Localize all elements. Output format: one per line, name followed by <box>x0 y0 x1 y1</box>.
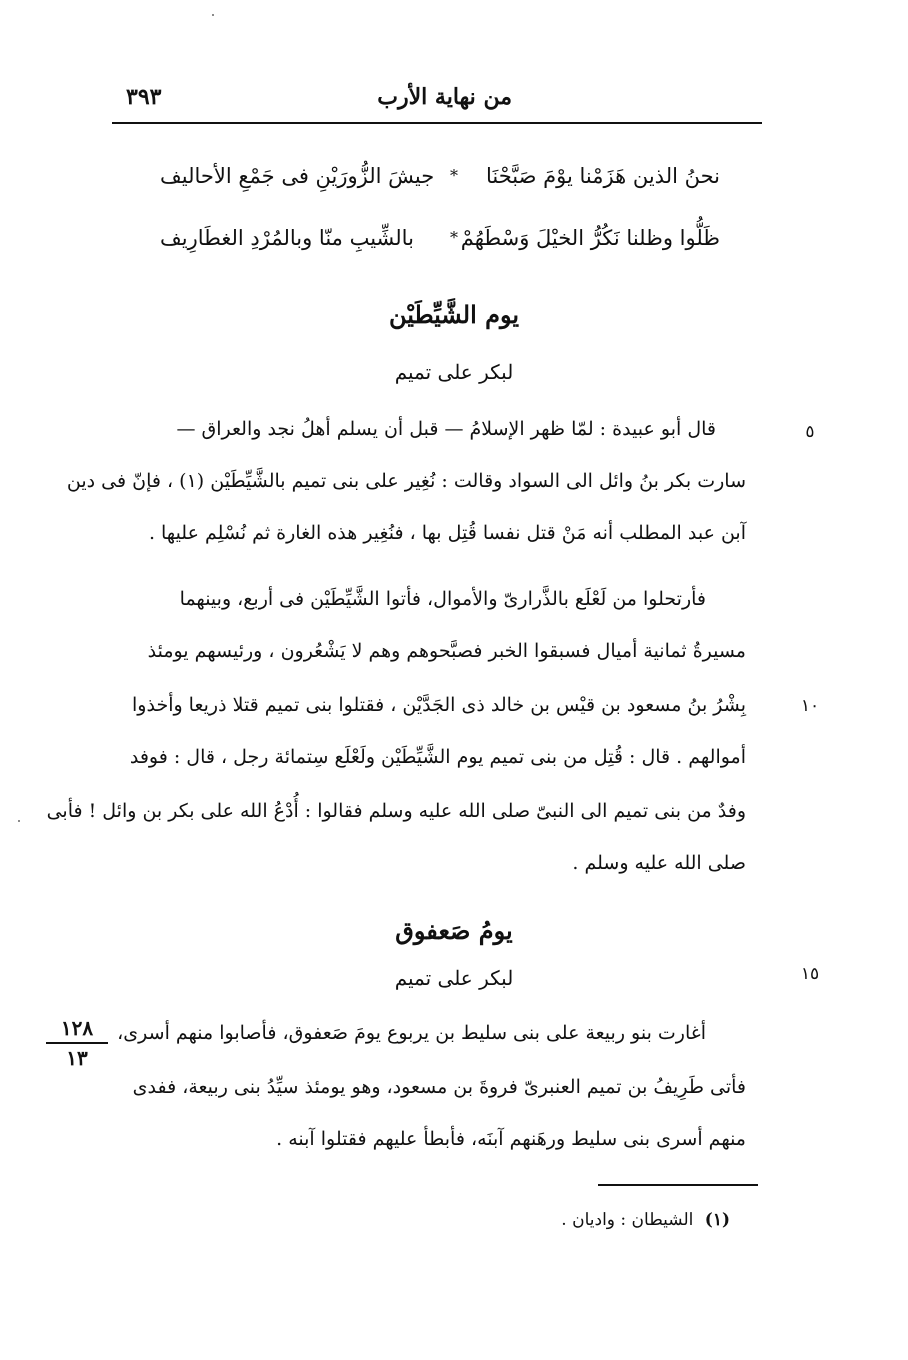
text-line: فأرتحلوا من لَعْلَع بالذَّرارىّ والأموال، فأتوا الشَّيِّطَيْن فى أربع، وبينهما <box>179 588 706 610</box>
text-line: أموالهم . قال : قُتِل من بنى تميم يوم الشَّيِّطَيْن ولَعْلَع سِتمائة رجل ، قال : فوفد <box>129 746 746 768</box>
line-number: ٥ <box>805 422 815 442</box>
verse-right-hemistich: نحنُ الذين هَزَمْنا يوْمَ صَبَّحْنَا <box>486 164 720 188</box>
text-line: أغارت بنو ربيعة على بنى سليط بن يربوع يومَ صَعفوق، فأصابوا منهم أسرى، <box>117 1022 706 1044</box>
verse-separator: * <box>450 166 458 185</box>
footnote <box>430 1210 730 1230</box>
page-number: ٣٩٣ <box>126 84 162 110</box>
verse-left-hemistich: جيشَ الزُّورَيْنِ فى جَمْعِ الأحاليف <box>160 164 435 188</box>
text-line: صلى الله عليه وسلم . <box>572 852 746 874</box>
text-line: منهم أسرى بنى سليط ورهَنهم آبنَه، فأبطأ عليهم فقتلوا آبنه . <box>276 1128 746 1150</box>
margin-reference <box>46 1016 108 1070</box>
verse-left-hemistich: بالشِّيبِ منّا وبالمُرْدِ الغطَارِيف <box>160 226 414 250</box>
text-line: مسيرةُ ثمانية أميال فسبقوا الخبر فصبَّحوهم وهم لا يَشْعُرون ، ورئيسهم يومئذ <box>147 640 746 662</box>
section-title: يومُ صَعفوق <box>395 916 513 945</box>
paper-speck <box>212 14 214 16</box>
margin-reference-bar <box>46 1042 108 1044</box>
text-line: آبن عبد المطلب أنه مَنْ قتل نفسا قُتِل بها ، فنُغِير هذه الغارة ثم نُسْلِم عليها . <box>148 522 746 544</box>
line-number: ١٥ <box>800 964 820 984</box>
verse-separator: * <box>450 228 458 247</box>
paper-speck <box>18 820 20 822</box>
line-number: ١٠ <box>800 696 820 716</box>
footnote-text: الشيطان : واديان . <box>561 1210 694 1230</box>
verse-line <box>150 160 730 200</box>
section-subtitle: لبكر على تميم <box>394 966 514 990</box>
text-line: فأتى طَرِيفُ بن تميم العنبرىّ فروةَ بن مسعود، وهو يومئذ سيِّدُ بنى ربيعة، ففدى <box>132 1076 746 1098</box>
text-line: وفدٌ من بنى تميم الى النبىّ صلى الله عليه وسلم فقالوا : أُدْعُ الله على بكر بن وائل ! فأبى <box>46 800 746 822</box>
text-line: بِشْرُ بنُ مسعود بن قيْس بن خالد ذى الجَدَّيْن ، فقتلوا بنى تميم قتلا ذريعا وأخذوا <box>132 694 746 716</box>
section-subtitle: لبكر على تميم <box>394 360 514 384</box>
text-line: سارت بكر بنُ وائل الى السواد وقالت : نُغِير على بنى تميم بالشَّيِّطَيْن (١) ، فإنّ فى دين <box>66 470 746 492</box>
page-header <box>112 82 762 118</box>
running-title: من نهاية الأرب <box>377 84 512 110</box>
margin-reference-top: ١٢٨ <box>60 1016 94 1040</box>
verse-right-hemistich: ظَلُّوا وظلنا نَكُرُّ الخيْلَ وَسْطَهُمْ <box>460 226 720 250</box>
text-line: قال أبو عبيدة : لمّا ظهر الإسلامُ — قبل أن يسلم أهلُ نجد والعراق — <box>176 418 716 440</box>
footnote-mark: (١) <box>704 1210 730 1230</box>
margin-reference-bottom: ١٣ <box>66 1046 88 1070</box>
footnote-rule <box>598 1184 758 1186</box>
section-title: يوم الشَّيِّطَيْن <box>388 300 520 329</box>
header-rule <box>112 122 762 124</box>
verse-line <box>150 222 730 262</box>
